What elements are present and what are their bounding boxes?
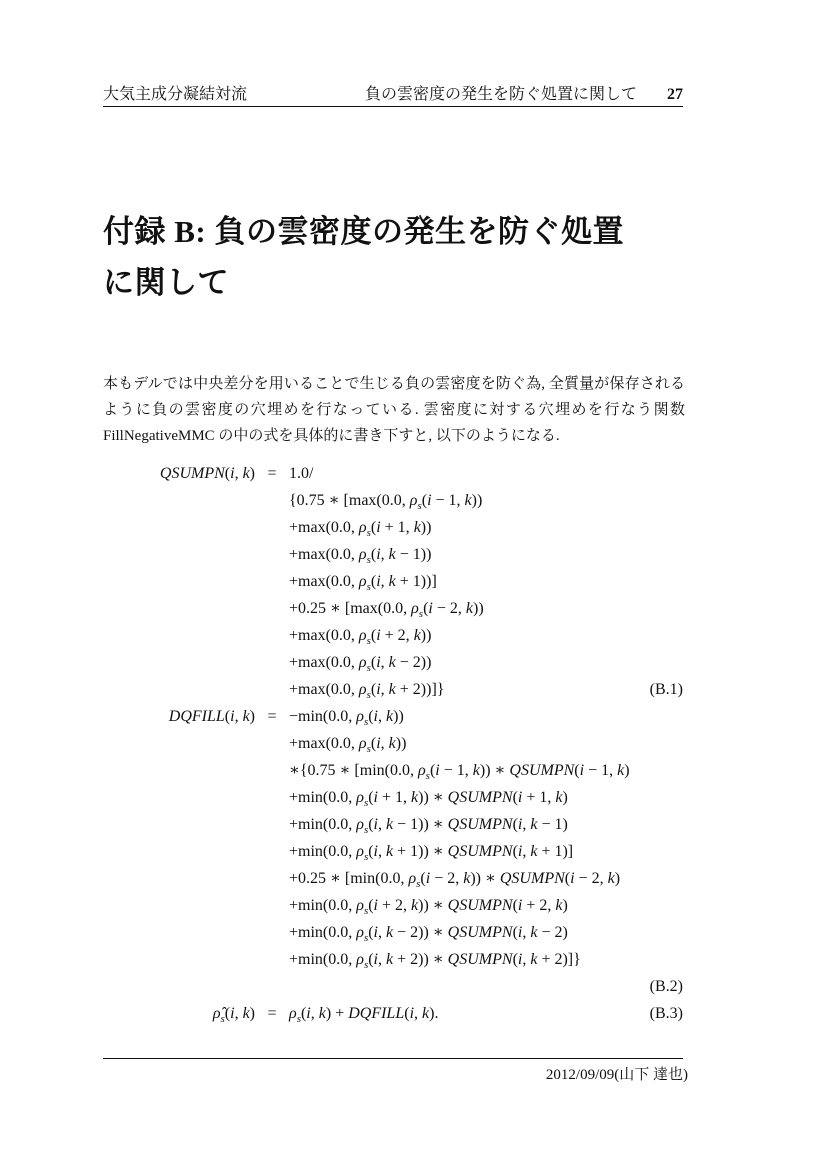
page-header (103, 86, 683, 104)
eq-rhs: +min(0.0, $\rho_s(i$, k − 2)) ∗ QSUMPN(i, k − 2) (289, 924, 568, 945)
equation-row (103, 514, 683, 541)
eq-label-B3: (B.3) (649, 1005, 683, 1022)
equation-row (103, 622, 683, 649)
header-section-title: 負の雲密度の発生を防ぐ処置に関して (364, 86, 637, 103)
footer-rule (103, 1058, 683, 1059)
equation-row (103, 487, 683, 514)
equation-row (103, 676, 683, 703)
eq-rhs: +max(0.0, $\rho_s(i + 1$, k)) (289, 519, 432, 540)
eq-rhs: $\rho_s(i$, k) + DQFILL(i, k). (289, 1005, 439, 1026)
equation-row (103, 838, 683, 865)
equation-row (103, 811, 683, 838)
eq-rhs: +min(0.0, $\rho_s(i$, k + 1)) ∗ QSUMPN(i, k + 1)] (289, 843, 574, 864)
equation-row (103, 784, 683, 811)
page-number: 27 (667, 86, 683, 103)
equation-row (103, 730, 683, 757)
appendix-title-line2: に関して (103, 265, 229, 300)
equation-row (103, 892, 683, 919)
eq-rhs: +max(0.0, $\rho_s(i$, k − 2)) (289, 654, 432, 675)
equation-row (103, 568, 683, 595)
footer-date-author: 2012/09/09(山下 達也) (545, 1067, 688, 1083)
equation-row (103, 865, 683, 892)
eq-label-B1: (B.1) (649, 681, 683, 698)
equation-row (103, 703, 683, 730)
eq-lhs: DQFILL(i, k) (168, 708, 255, 725)
equation-block (103, 460, 683, 1027)
appendix-title (103, 206, 703, 308)
eq-rhs: +0.25 ∗ [max(0.0, $\rho_s(i - 2$, k)) (289, 600, 484, 621)
equation-row (103, 649, 683, 676)
equation-row (103, 757, 683, 784)
eq-equals: = (267, 708, 277, 725)
equation-row (103, 973, 683, 1000)
equation-row (103, 1000, 683, 1027)
eq-rhs: {0.75 ∗ [max(0.0, $\rho_s(i - 1$, k)) (289, 492, 483, 513)
eq-rhs: +0.25 ∗ [min(0.0, $\rho_s(i - 2$, k)) ∗ QSUMPN(i − 2, k) (289, 870, 621, 891)
eq-rhs: +max(0.0, $\rho_s(i$, k − 1)) (289, 546, 432, 567)
eq-rhs: 1.0/ (289, 465, 314, 482)
equation-row (103, 919, 683, 946)
eq-lhs: $\rhô_s(i$, k) (212, 1005, 255, 1026)
eq-lhs: QSUMPN(i, k) (159, 465, 255, 482)
equation-row (103, 460, 683, 487)
eq-rhs: ∗{0.75 ∗ [min(0.0, $\rho_s(i - 1$, k)) ∗ QSUMPN(i − 1, k) (289, 762, 630, 783)
eq-rhs: +max(0.0, $\rho_s(i$, k)) (289, 735, 407, 756)
eq-rhs: +min(0.0, $\rho_s(i$, k + 2)) ∗ QSUMPN(i, k + 2)]} (289, 951, 581, 972)
equation-row (103, 595, 683, 622)
equation-row (103, 946, 683, 973)
equation-row (103, 541, 683, 568)
eq-rhs: −min(0.0, $\rho_s(i$, k)) (289, 708, 404, 729)
eq-rhs: +min(0.0, $\rho_s(i + 2$, k)) ∗ QSUMPN(i + 2, k) (289, 897, 568, 918)
eq-equals: = (267, 465, 277, 482)
eq-rhs: +max(0.0, $\rho_s(i$, k + 1))] (289, 573, 437, 594)
body-paragraph: 本もデルでは中央差分を用いることで生じる負の雲密度を防ぐ為, 全質量が保存されるように負の雲密度の穴埋めを行なっている. 雲密度に対する穴埋めを行なう関数 FillNegativeMMC の中の式を具体的に書き下すと, 以下のようになる. (103, 376, 685, 444)
eq-equals: = (267, 1005, 277, 1022)
eq-rhs: +min(0.0, $\rho_s(i + 1$, k)) ∗ QSUMPN(i + 1, k) (289, 789, 568, 810)
header-running-title: 大気主成分凝結対流 (103, 86, 248, 103)
appendix-title-line1: 付録 B: 負の雲密度の発生を防ぐ処置 (103, 214, 624, 249)
eq-rhs: +max(0.0, $\rho_s(i$, k + 2))]} (289, 681, 445, 702)
header-rule (103, 106, 683, 107)
eq-rhs: +max(0.0, $\rho_s(i + 2$, k)) (289, 627, 432, 648)
eq-rhs: +min(0.0, $\rho_s(i$, k − 1)) ∗ QSUMPN(i, k − 1) (289, 816, 568, 837)
eq-label-B2: (B.2) (649, 978, 683, 995)
